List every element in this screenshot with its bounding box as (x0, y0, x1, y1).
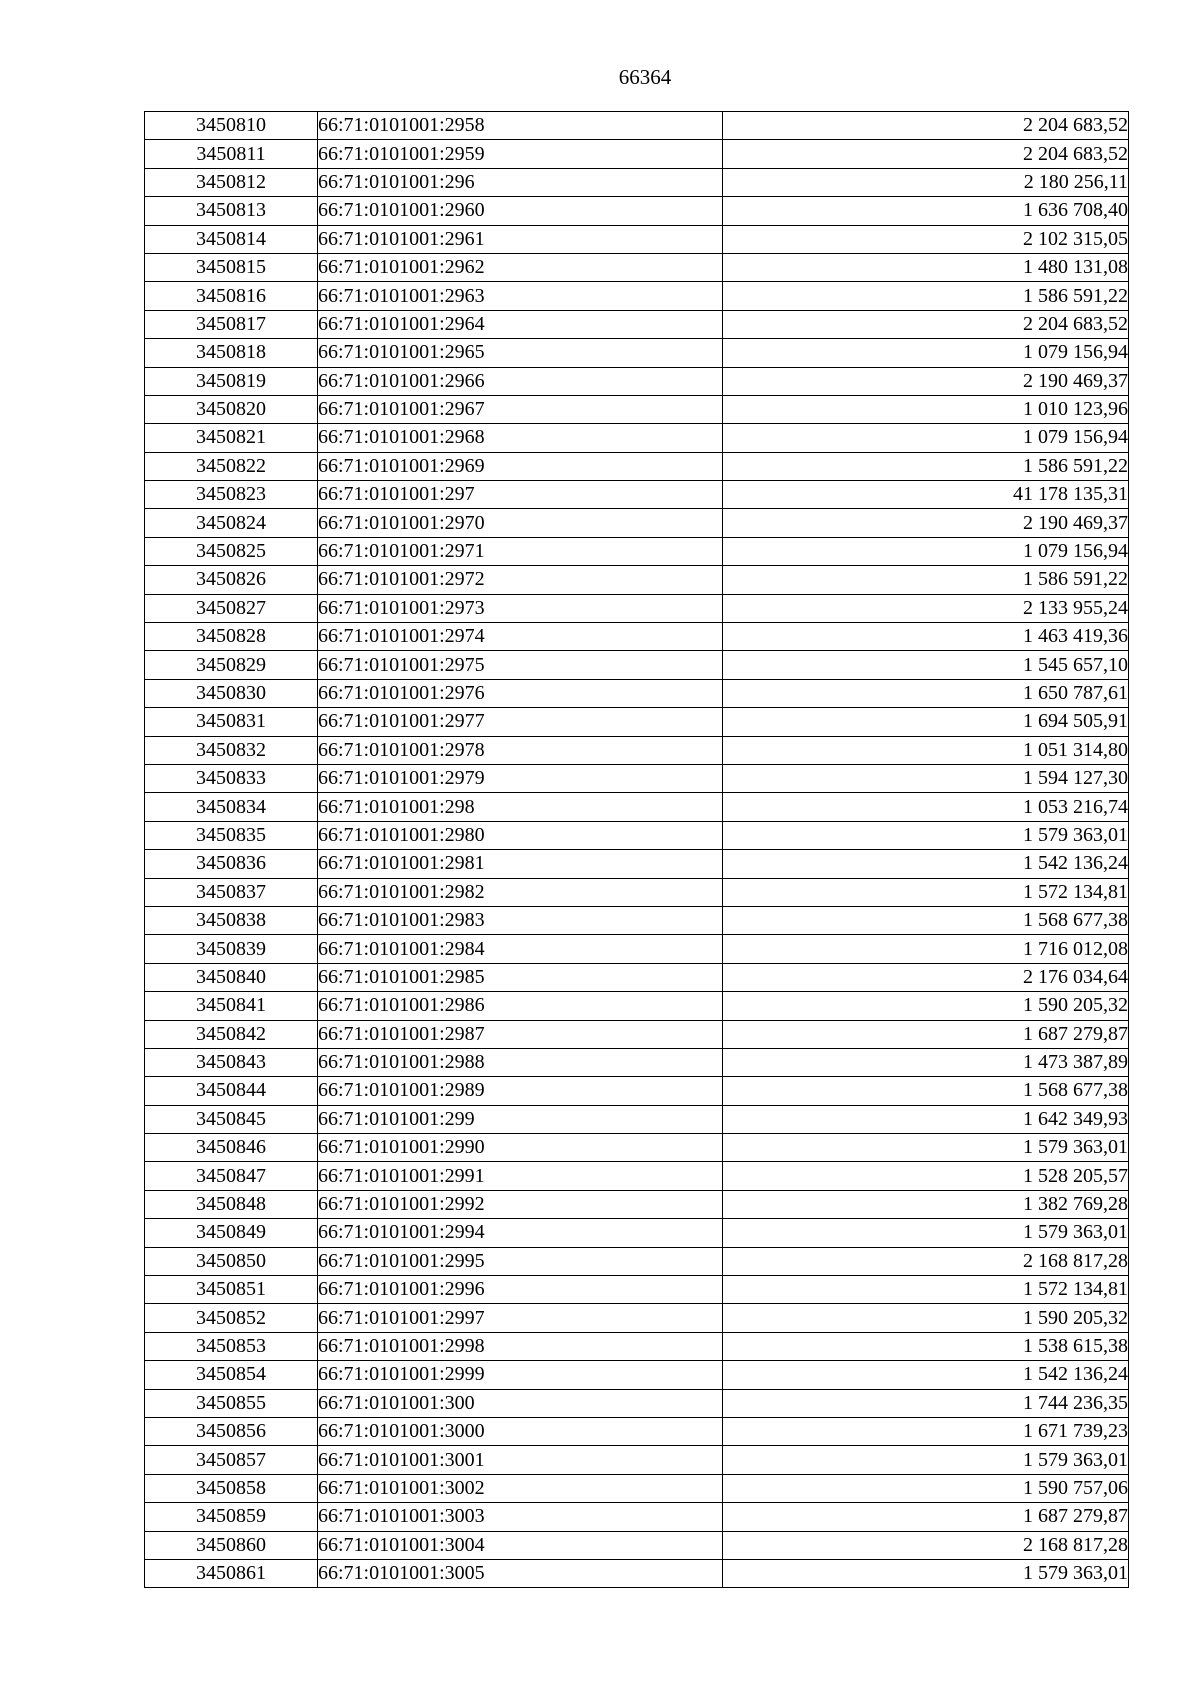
record-id-cell: 3450835 (145, 821, 318, 849)
table-row (145, 1474, 1129, 1502)
table-row (145, 1361, 1129, 1389)
record-id-cell: 3450853 (145, 1332, 318, 1360)
record-id-cell: 3450833 (145, 764, 318, 792)
table-row (145, 1247, 1129, 1275)
record-id-cell: 3450846 (145, 1134, 318, 1162)
cadastral-number-cell: 66:71:0101001:2969 (318, 452, 723, 480)
cadastral-value-cell: 1 579 363,01 (723, 821, 1129, 849)
cadastral-value-table (144, 111, 1129, 1588)
record-id-cell: 3450819 (145, 367, 318, 395)
cadastral-value-cell: 1 572 134,81 (723, 1276, 1129, 1304)
cadastral-value-cell: 1 594 127,30 (723, 764, 1129, 792)
record-id-cell: 3450818 (145, 339, 318, 367)
table-row (145, 1190, 1129, 1218)
cadastral-value-cell: 1 636 708,40 (723, 197, 1129, 225)
table-row (145, 963, 1129, 991)
table-row (145, 878, 1129, 906)
table-row (145, 537, 1129, 565)
cadastral-value-cell: 1 528 205,57 (723, 1162, 1129, 1190)
record-id-cell: 3450840 (145, 963, 318, 991)
cadastral-value-cell: 1 586 591,22 (723, 452, 1129, 480)
table-row (145, 1503, 1129, 1531)
record-id-cell: 3450860 (145, 1531, 318, 1559)
table-row (145, 566, 1129, 594)
cadastral-number-cell: 66:71:0101001:2965 (318, 339, 723, 367)
table-row (145, 1276, 1129, 1304)
table-row (145, 1559, 1129, 1587)
table-row (145, 140, 1129, 168)
record-id-cell: 3450838 (145, 906, 318, 934)
cadastral-value-cell: 1 568 677,38 (723, 1077, 1129, 1105)
cadastral-value-cell: 2 102 315,05 (723, 225, 1129, 253)
cadastral-value-cell: 1 579 363,01 (723, 1219, 1129, 1247)
table-row (145, 1134, 1129, 1162)
cadastral-value-cell: 1 382 769,28 (723, 1190, 1129, 1218)
record-id-cell: 3450821 (145, 424, 318, 452)
cadastral-number-cell: 66:71:0101001:3002 (318, 1474, 723, 1502)
page-number: 66364 (618, 65, 672, 89)
cadastral-number-cell: 66:71:0101001:2975 (318, 651, 723, 679)
record-id-cell: 3450844 (145, 1077, 318, 1105)
cadastral-value-cell: 1 053 216,74 (723, 793, 1129, 821)
cadastral-value-cell: 1 538 615,38 (723, 1332, 1129, 1360)
record-id-cell: 3450842 (145, 1020, 318, 1048)
cadastral-number-cell: 66:71:0101001:2972 (318, 566, 723, 594)
record-id-cell: 3450856 (145, 1417, 318, 1445)
table-row (145, 793, 1129, 821)
cadastral-number-cell: 66:71:0101001:2992 (318, 1190, 723, 1218)
table-row (145, 764, 1129, 792)
table-row (145, 1417, 1129, 1445)
cadastral-number-cell: 66:71:0101001:296 (318, 168, 723, 196)
cadastral-value-cell: 1 480 131,08 (723, 253, 1129, 281)
cadastral-value-cell: 1 579 363,01 (723, 1446, 1129, 1474)
record-id-cell: 3450847 (145, 1162, 318, 1190)
cadastral-number-cell: 66:71:0101001:2995 (318, 1247, 723, 1275)
cadastral-number-cell: 66:71:0101001:2967 (318, 395, 723, 423)
record-id-cell: 3450836 (145, 850, 318, 878)
cadastral-value-cell: 1 716 012,08 (723, 935, 1129, 963)
cadastral-value-cell: 1 568 677,38 (723, 906, 1129, 934)
record-id-cell: 3450831 (145, 708, 318, 736)
cadastral-number-cell: 66:71:0101001:2987 (318, 1020, 723, 1048)
cadastral-number-cell: 66:71:0101001:2966 (318, 367, 723, 395)
cadastral-value-cell: 1 642 349,93 (723, 1105, 1129, 1133)
record-id-cell: 3450820 (145, 395, 318, 423)
record-id-cell: 3450810 (145, 112, 318, 140)
table-row (145, 935, 1129, 963)
record-id-cell: 3450848 (145, 1190, 318, 1218)
record-id-cell: 3450824 (145, 509, 318, 537)
cadastral-number-cell: 66:71:0101001:2962 (318, 253, 723, 281)
table-row (145, 1219, 1129, 1247)
record-id-cell: 3450855 (145, 1389, 318, 1417)
record-id-cell: 3450854 (145, 1361, 318, 1389)
cadastral-value-cell: 2 190 469,37 (723, 367, 1129, 395)
cadastral-number-cell: 66:71:0101001:2968 (318, 424, 723, 452)
cadastral-value-cell: 1 590 757,06 (723, 1474, 1129, 1502)
cadastral-value-cell: 1 473 387,89 (723, 1048, 1129, 1076)
cadastral-value-cell: 1 051 314,80 (723, 736, 1129, 764)
record-id-cell: 3450812 (145, 168, 318, 196)
cadastral-number-cell: 66:71:0101001:298 (318, 793, 723, 821)
cadastral-number-cell: 66:71:0101001:2986 (318, 992, 723, 1020)
cadastral-value-cell: 2 204 683,52 (723, 140, 1129, 168)
record-id-cell: 3450816 (145, 282, 318, 310)
table-row (145, 452, 1129, 480)
cadastral-number-cell: 66:71:0101001:2976 (318, 679, 723, 707)
table-row (145, 906, 1129, 934)
table-row (145, 1077, 1129, 1105)
cadastral-value-cell: 2 168 817,28 (723, 1247, 1129, 1275)
cadastral-number-cell: 66:71:0101001:2961 (318, 225, 723, 253)
cadastral-number-cell: 66:71:0101001:299 (318, 1105, 723, 1133)
cadastral-value-cell: 2 168 817,28 (723, 1531, 1129, 1559)
table-row (145, 1105, 1129, 1133)
cadastral-number-cell: 66:71:0101001:2960 (318, 197, 723, 225)
cadastral-number-cell: 66:71:0101001:2997 (318, 1304, 723, 1332)
cadastral-value-cell: 2 204 683,52 (723, 112, 1129, 140)
cadastral-number-cell: 66:71:0101001:2983 (318, 906, 723, 934)
cadastral-value-cell: 1 579 363,01 (723, 1559, 1129, 1587)
cadastral-number-cell: 66:71:0101001:3003 (318, 1503, 723, 1531)
cadastral-value-cell: 1 586 591,22 (723, 282, 1129, 310)
table-row (145, 736, 1129, 764)
cadastral-number-cell: 66:71:0101001:2971 (318, 537, 723, 565)
cadastral-number-cell: 66:71:0101001:2996 (318, 1276, 723, 1304)
record-id-cell: 3450837 (145, 878, 318, 906)
record-id-cell: 3450859 (145, 1503, 318, 1531)
table-row (145, 1389, 1129, 1417)
cadastral-value-cell: 1 687 279,87 (723, 1020, 1129, 1048)
record-id-cell: 3450839 (145, 935, 318, 963)
cadastral-number-cell: 66:71:0101001:2989 (318, 1077, 723, 1105)
table-row (145, 850, 1129, 878)
table-row (145, 1304, 1129, 1332)
cadastral-value-cell: 2 133 955,24 (723, 594, 1129, 622)
table-row (145, 339, 1129, 367)
record-id-cell: 3450843 (145, 1048, 318, 1076)
cadastral-value-cell: 1 572 134,81 (723, 878, 1129, 906)
cadastral-value-cell: 2 204 683,52 (723, 310, 1129, 338)
cadastral-number-cell: 66:71:0101001:3001 (318, 1446, 723, 1474)
cadastral-number-cell: 66:71:0101001:2979 (318, 764, 723, 792)
cadastral-number-cell: 66:71:0101001:2978 (318, 736, 723, 764)
table-body (145, 112, 1129, 1588)
cadastral-number-cell: 66:71:0101001:2999 (318, 1361, 723, 1389)
cadastral-number-cell: 66:71:0101001:3005 (318, 1559, 723, 1587)
cadastral-value-cell: 1 590 205,32 (723, 1304, 1129, 1332)
record-id-cell: 3450828 (145, 623, 318, 651)
record-id-cell: 3450829 (145, 651, 318, 679)
cadastral-number-cell: 66:71:0101001:2977 (318, 708, 723, 736)
cadastral-number-cell: 66:71:0101001:2998 (318, 1332, 723, 1360)
cadastral-value-cell: 1 586 591,22 (723, 566, 1129, 594)
cadastral-number-cell: 66:71:0101001:2973 (318, 594, 723, 622)
table-row (145, 1531, 1129, 1559)
cadastral-number-cell: 66:71:0101001:2963 (318, 282, 723, 310)
cadastral-number-cell: 66:71:0101001:2994 (318, 1219, 723, 1247)
table-row (145, 1162, 1129, 1190)
table-row (145, 1020, 1129, 1048)
cadastral-value-cell: 2 190 469,37 (723, 509, 1129, 537)
record-id-cell: 3450834 (145, 793, 318, 821)
table-row (145, 1048, 1129, 1076)
cadastral-value-cell: 1 650 787,61 (723, 679, 1129, 707)
cadastral-number-cell: 66:71:0101001:2991 (318, 1162, 723, 1190)
table-row (145, 282, 1129, 310)
table-row (145, 168, 1129, 196)
cadastral-value-cell: 1 463 419,36 (723, 623, 1129, 651)
record-id-cell: 3450841 (145, 992, 318, 1020)
cadastral-number-cell: 66:71:0101001:2985 (318, 963, 723, 991)
cadastral-number-cell: 66:71:0101001:2984 (318, 935, 723, 963)
record-id-cell: 3450813 (145, 197, 318, 225)
table-row (145, 395, 1129, 423)
record-id-cell: 3450826 (145, 566, 318, 594)
record-id-cell: 3450861 (145, 1559, 318, 1587)
record-id-cell: 3450822 (145, 452, 318, 480)
table-row (145, 509, 1129, 537)
cadastral-number-cell: 66:71:0101001:2990 (318, 1134, 723, 1162)
record-id-cell: 3450817 (145, 310, 318, 338)
table-row (145, 623, 1129, 651)
cadastral-value-cell: 1 579 363,01 (723, 1134, 1129, 1162)
cadastral-value-cell: 1 079 156,94 (723, 537, 1129, 565)
cadastral-value-cell: 1 542 136,24 (723, 850, 1129, 878)
cadastral-number-cell: 66:71:0101001:2958 (318, 112, 723, 140)
record-id-cell: 3450845 (145, 1105, 318, 1133)
cadastral-value-cell: 1 687 279,87 (723, 1503, 1129, 1531)
cadastral-number-cell: 66:71:0101001:2964 (318, 310, 723, 338)
cadastral-value-cell: 1 744 236,35 (723, 1389, 1129, 1417)
record-id-cell: 3450850 (145, 1247, 318, 1275)
table-row (145, 821, 1129, 849)
table-row (145, 992, 1129, 1020)
table-row (145, 708, 1129, 736)
record-id-cell: 3450858 (145, 1474, 318, 1502)
table-row (145, 679, 1129, 707)
table-row (145, 481, 1129, 509)
record-id-cell: 3450823 (145, 481, 318, 509)
table-row (145, 651, 1129, 679)
cadastral-value-cell: 1 545 657,10 (723, 651, 1129, 679)
table-row (145, 424, 1129, 452)
cadastral-value-cell: 1 671 739,23 (723, 1417, 1129, 1445)
cadastral-number-cell: 66:71:0101001:2974 (318, 623, 723, 651)
table-row (145, 197, 1129, 225)
cadastral-number-cell: 66:71:0101001:2988 (318, 1048, 723, 1076)
record-id-cell: 3450811 (145, 140, 318, 168)
cadastral-value-cell: 1 079 156,94 (723, 424, 1129, 452)
record-id-cell: 3450814 (145, 225, 318, 253)
table-row (145, 310, 1129, 338)
record-id-cell: 3450849 (145, 1219, 318, 1247)
cadastral-number-cell: 66:71:0101001:300 (318, 1389, 723, 1417)
table-row (145, 1446, 1129, 1474)
cadastral-value-cell: 1 590 205,32 (723, 992, 1129, 1020)
cadastral-number-cell: 66:71:0101001:2970 (318, 509, 723, 537)
table-row (145, 112, 1129, 140)
cadastral-number-cell: 66:71:0101001:2959 (318, 140, 723, 168)
record-id-cell: 3450815 (145, 253, 318, 281)
record-id-cell: 3450832 (145, 736, 318, 764)
cadastral-value-cell: 1 010 123,96 (723, 395, 1129, 423)
table-row (145, 367, 1129, 395)
record-id-cell: 3450827 (145, 594, 318, 622)
cadastral-number-cell: 66:71:0101001:2980 (318, 821, 723, 849)
record-id-cell: 3450852 (145, 1304, 318, 1332)
cadastral-value-cell: 2 176 034,64 (723, 963, 1129, 991)
cadastral-value-cell: 2 180 256,11 (723, 168, 1129, 196)
record-id-cell: 3450830 (145, 679, 318, 707)
cadastral-number-cell: 66:71:0101001:3004 (318, 1531, 723, 1559)
table-row (145, 225, 1129, 253)
cadastral-number-cell: 66:71:0101001:2982 (318, 878, 723, 906)
cadastral-number-cell: 66:71:0101001:3000 (318, 1417, 723, 1445)
record-id-cell: 3450851 (145, 1276, 318, 1304)
cadastral-number-cell: 66:71:0101001:2981 (318, 850, 723, 878)
table-row (145, 253, 1129, 281)
cadastral-value-cell: 41 178 135,31 (723, 481, 1129, 509)
cadastral-value-cell: 1 694 505,91 (723, 708, 1129, 736)
cadastral-value-cell: 1 542 136,24 (723, 1361, 1129, 1389)
table-row (145, 1332, 1129, 1360)
table-row (145, 594, 1129, 622)
cadastral-number-cell: 66:71:0101001:297 (318, 481, 723, 509)
cadastral-value-cell: 1 079 156,94 (723, 339, 1129, 367)
record-id-cell: 3450825 (145, 537, 318, 565)
record-id-cell: 3450857 (145, 1446, 318, 1474)
